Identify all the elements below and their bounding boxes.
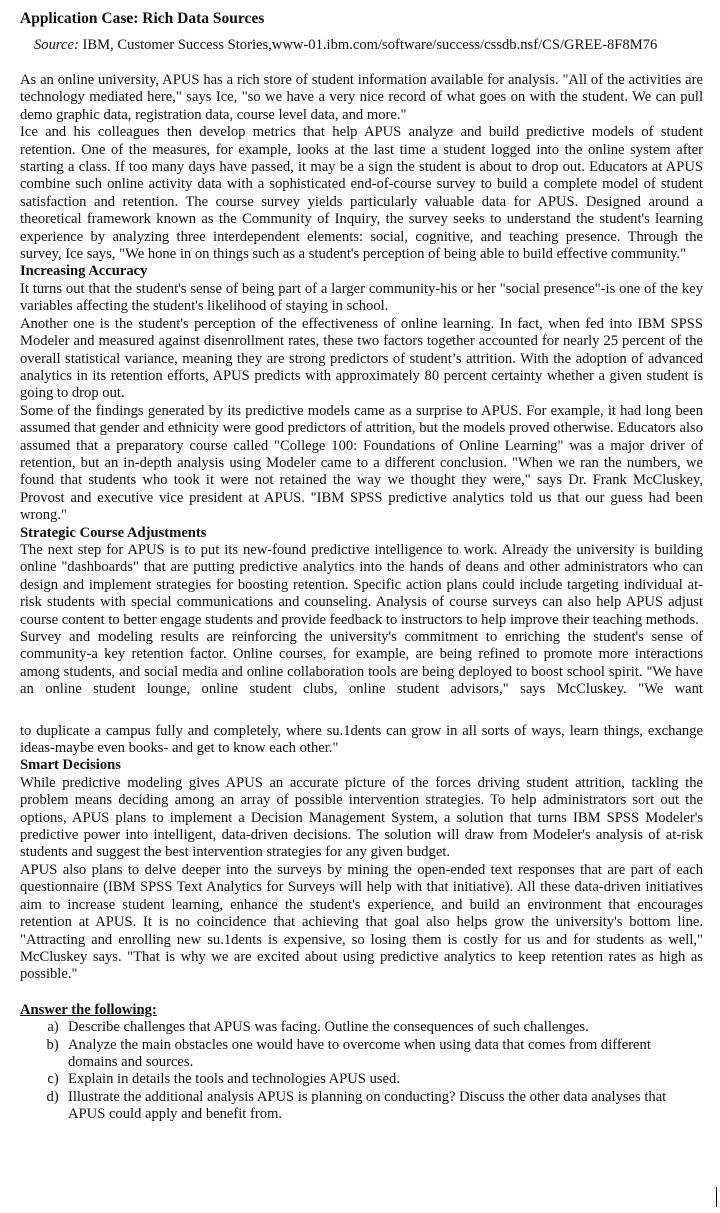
strategic-paragraph-1: The next step for APUS is to put its new-found predictive intelligence to work. Already the university is building online "dashboards" that are putting predictive analytics into the hands of deans and other administrators who can design and implement strategies for boosting retention. Specific action plans could include targeting individual at-risk students with special communications and counseling. Analysis of course surveys can also help APUS adjust course content to better engage students and provide feedback to instructors to help improve their teaching methods. [20, 541, 703, 628]
question-item: c. Explain in details the tools and technologies APUS used. [66, 1071, 703, 1088]
source-label: Source: [34, 37, 79, 53]
heading-strategic-course-adjustments: Strategic Course Adjustments [20, 524, 207, 541]
document-page [20, 10, 703, 1124]
text-cursor [716, 1187, 717, 1207]
source-text: IBM, Customer Success Stories,www-01.ibm.com/software/success/cssdb.nsf/CS/GREE-8F8M76 [78, 37, 658, 53]
questions-heading: Answer the following: [20, 1001, 157, 1018]
questions-list [20, 1019, 703, 1123]
heading-smart-decisions: Smart Decisions [20, 757, 121, 774]
smart-paragraph-2: APUS also plans to delve deeper into the surveys by mining the open-ended text responses that are part of each questionnaire (IBM SPSS Text Analytics for Surveys will help with that initiative). All these data-driven initiatives aim to increase student learning, enhance the student's experience, and build an environment that encourages retention at APUS. It is no coincidence that achieving that goal also helps grow the university's bottom line. "Attracting and enrolling new su.1dents is expensive, so losing them is costly for us and for students as well," McCluskey says. "That is why we are excited about using predictive analytics to keep retention rates as high as possible." [20, 861, 703, 983]
accuracy-paragraph-2: Another one is the student's perception of the effectiveness of online learning. In fact, when fed into IBM SPSS Modeler and measured against disenrollment rates, these two factors together accounted for nearly 25 percent of the overall statistical variance, meaning they are strong predictors of student’s attrition. With the adoption of advanced analytics in its retention efforts, APUS predicts with approximately 80 percent certainty whether a given student is going to drop out. [20, 315, 703, 402]
accuracy-paragraph-1: It turns out that the student's sense of being part of a larger community-his or her "social presence"-is one of the key variables affecting the student's likelihood of staying in school. [20, 280, 703, 315]
case-title: Application Case: Rich Data Sources [20, 10, 265, 27]
page-break-gap [20, 699, 703, 723]
heading-increasing-accuracy: Increasing Accuracy [20, 263, 148, 280]
intro-paragraph-2: Ice and his colleagues then develop metrics that help APUS analyze and build predictive models of student retention. One of the measures, for example, looks at the last time a student logged into the online system after starting a class. If too many days have passed, it may be a sign the student is about to drop out. Educators at APUS combine such online activity data with a sophisticated end-of-course survey to build a complete model of student satisfaction and retention. The course survey yields particularly valuable data for APUS. Designed around a theoretical framework known as the Community of Inquiry, the survey seeks to understand the student's learning experience by analyzing three interdependent elements: social, cognitive, and teaching presence. Through the survey, Ice says, "We hone in on things such as a student's perception of being able to build effective community." [20, 124, 703, 263]
smart-paragraph-1: While predictive modeling gives APUS an accurate picture of the forces driving student attrition, tackling the problem means deciding among an array of possible intervention strategies. To help administrators sort out the options, APUS plans to implement a Decision Management System, a solution that turns IBM SPSS Modeler's predictive power into intelligent, data-driven decisions. The solution will draw from Modeler's analysis of at-risk students and suggest the best intervention strategies for any given budget. [20, 774, 703, 861]
strategic-paragraph-2: Survey and modeling results are reinforcing the university's commitment to enriching the student's sense of community-a key retention factor. Online courses, for example, are being refined to promote more interactions among students, and social media and online collaboration tools are being deployed to boost school spirit. "We have an online student lounge, online student clubs, online student advisors," says McCluskey. "We want [20, 629, 703, 698]
question-item: b. Analyze the main obstacles one would have to overcome when using data that comes from different domains and sources. [66, 1037, 703, 1072]
strategic-paragraph-2-continued: to duplicate a campus fully and completely, where su.1dents can grow in all sorts of ways, learn things, exchange ideas-maybe even books- and get to know each other." [20, 722, 703, 757]
question-item: d. Illustrate the additional analysis APUS is planning on conducting? Discuss the other data analyses that APUS could apply and benefit from. [66, 1089, 703, 1124]
accuracy-paragraph-3: Some of the findings generated by its predictive models came as a surprise to APUS. For example, it had long been assumed that gender and ethnicity were good predictors of attrition, but the models proved otherwise. Educators also assumed that a preparatory course called "College 100: Foundations of Online Learning" was a major driver of retention, but an in-depth analysis using Modeler came to a different conclusion. "When we ran the numbers, we found that students who took it were not retained the way we thought they were," says Dr. Frank McCluskey, Provost and executive vice president at APUS. "IBM SPSS predictive analytics told us that our guess had been wrong." [20, 402, 703, 524]
question-item: a. Describe challenges that APUS was facing. Outline the consequences of such challenges. [66, 1019, 703, 1036]
intro-paragraph-1: As an online university, APUS has a rich store of student information available for analysis. "All of the activities are technology mediated here," says Ice, "so we have a very nice record of what goes on with the student. We can pull demo graphic data, registration data, course level data, and more." [20, 72, 703, 123]
source-line [34, 36, 703, 54]
